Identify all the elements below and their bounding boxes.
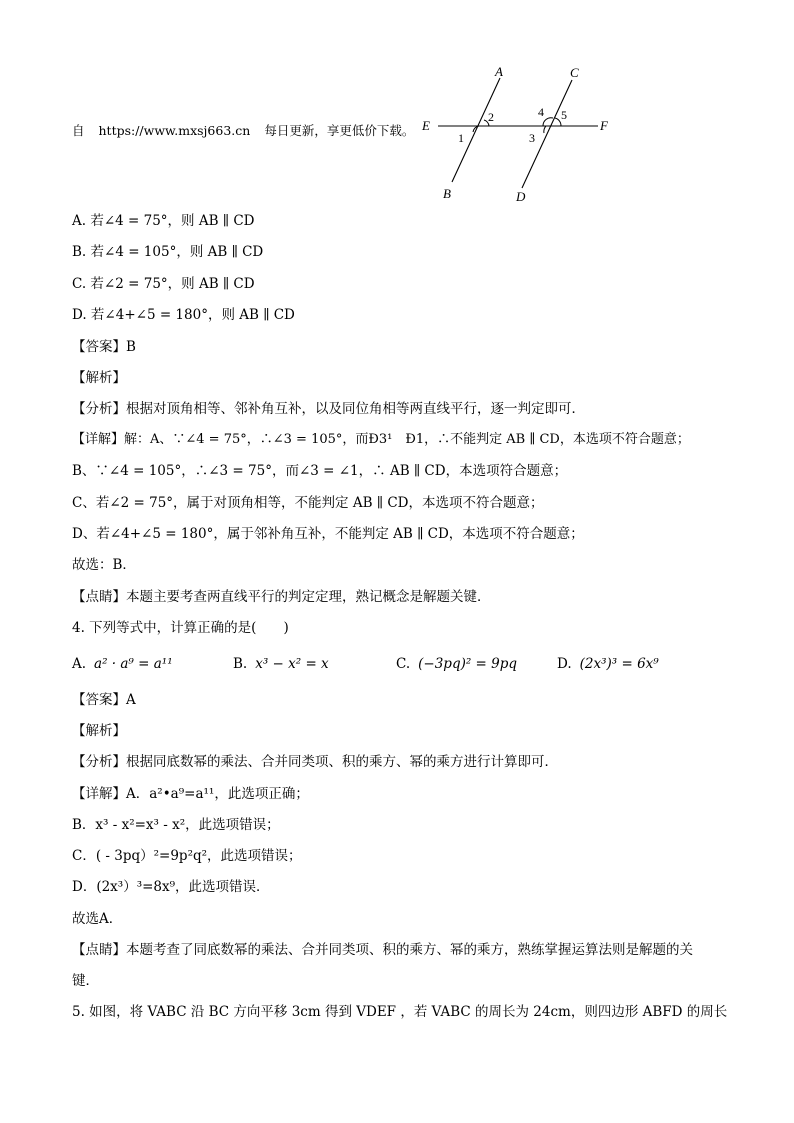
q4-fenxi: 【分析】根据同底数幂的乘法、合并同类项、积的乘方、幂的乘方进行计算即可．: [72, 754, 558, 770]
q4-detail-b: B．x³ - x²=x³ - x²，此选项错误；: [72, 817, 280, 833]
q4-choice: 故选A．: [72, 911, 123, 927]
q3-choice: 故选：B．: [72, 557, 136, 573]
q4-option-c-label: C.: [396, 656, 411, 672]
q4-dianjing-line-1: 【点睛】本题考查了同底数幂的乘法、合并同类项、积的乘方、幂的乘方，熟练掌握运算法则是解题的关: [72, 942, 693, 958]
site-header: [72, 122, 424, 140]
q4-detail-d: D．(2x³）³=8x⁹，此选项错误．: [72, 879, 270, 895]
q3-fenxi: 【分析】根据对顶角相等、邻补角互补，以及同位角相等两直线平行，逐一判定即可．: [72, 401, 585, 417]
site-url[interactable]: https://www.mxsj663.cn: [98, 123, 251, 138]
q4-option-d-expr: (2x³)³ = 6x⁹: [579, 656, 659, 672]
q3-answer: 【答案】B: [72, 339, 136, 355]
q3-option-c: C. 若∠2 = 75°，则 AB ∥ CD: [72, 276, 255, 292]
site-slogan: 每日更新，享更低价下载。: [264, 123, 415, 138]
q4-dianjing-line-2: 键．: [72, 973, 99, 989]
q4-option-b: [233, 654, 329, 674]
q4-answer: 【答案】A: [72, 692, 136, 708]
q3-option-a: A. 若∠4 = 75°，则 AB ∥ CD: [72, 213, 255, 229]
line-ab: [452, 78, 500, 182]
label-angle-2: 2: [488, 110, 494, 124]
q4-option-c: [396, 654, 517, 674]
label-e: E: [422, 118, 430, 133]
q4-option-a-label: A.: [72, 656, 87, 672]
q4-stem: 4. 下列等式中，计算正确的是( ): [72, 620, 289, 636]
q4-detail-c: C．( - 3pq）²=9p²q²，此选项错误；: [72, 848, 302, 864]
q3-detail-d: D、若∠4+∠5 = 180°，属于邻补角互补，不能判定 AB ∥ CD，本选项不符合题意；: [72, 526, 584, 542]
q3-detail-b: B、∵∠4 = 105°，∴∠3 = 75°，而∠3 = ∠1，∴ AB ∥ CD，本选项符合题意；: [72, 463, 568, 479]
label-a: A: [495, 64, 503, 79]
label-b: B: [443, 186, 451, 201]
label-d: D: [516, 189, 526, 204]
q3-option-d: D. 若∠4+∠5 = 180°，则 AB ∥ CD: [72, 307, 295, 323]
q3-jiexi: 【解析】: [72, 370, 126, 386]
q5-stem: 5. 如图，将 VABC 沿 BC 方向平移 3cm 得到 VDEF ，若 VABC 的周长为 24cm，则四边形 ABFD 的周长: [72, 1004, 728, 1020]
angle-arc-3: [544, 126, 546, 133]
q3-detail-a: 【详解】解：A、∵∠4 = 75°，∴∠3 = 105°，而Ð3¹ Ð1，∴不能判定 AB ∥ CD，本选项不符合题意；: [72, 432, 690, 447]
q4-jiexi: 【解析】: [72, 723, 126, 739]
q4-option-b-expr: x³ − x² = x: [255, 656, 329, 672]
label-angle-1: 1: [458, 131, 464, 145]
q3-detail-c: C、若∠2 = 75°，属于对顶角相等，不能判定 AB ∥ CD，本选项不符合题意；: [72, 495, 544, 511]
label-f: F: [600, 118, 608, 133]
q3-option-b: B. 若∠4 = 105°，则 AB ∥ CD: [72, 244, 264, 260]
label-angle-4: 4: [538, 105, 544, 119]
label-c: C: [570, 65, 579, 80]
label-angle-3: 3: [529, 131, 535, 145]
q4-option-d: [557, 654, 659, 674]
parallel-lines-figure: [418, 58, 618, 208]
label-angle-5: 5: [561, 108, 567, 122]
q4-option-a-expr: a² · a⁹ = a¹¹: [94, 656, 173, 672]
q4-option-d-label: D.: [557, 656, 572, 672]
q4-option-a: [72, 654, 173, 674]
q4-option-b-label: B.: [233, 656, 248, 672]
site-prefix: 自: [72, 123, 85, 138]
q3-dianjing: 【点睛】本题主要考查两直线平行的判定定理，熟记概念是解题关键．: [72, 589, 491, 605]
q4-detail-a: 【详解】A．a²•a⁹=a¹¹，此选项正确；: [72, 786, 309, 802]
q4-option-c-expr: (−3pq)² = 9pq: [418, 656, 518, 672]
